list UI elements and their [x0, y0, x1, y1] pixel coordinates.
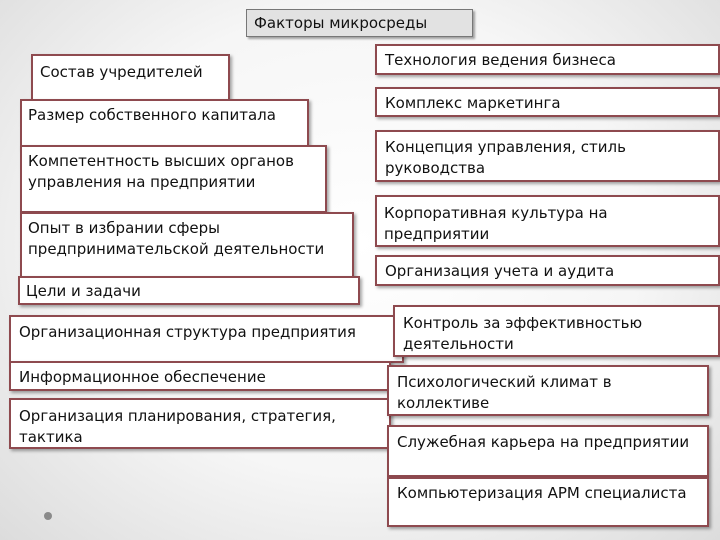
factor-planning-strategy: Организация планирования, стратегия, тактика — [9, 398, 391, 449]
slide-bullet-dot — [44, 512, 52, 520]
factor-corporate-culture: Корпоративная культура на предприятии — [375, 195, 720, 247]
factor-management-concept: Концепция управления, стиль руководства — [375, 130, 720, 182]
factor-accounting-audit: Организация учета и аудита — [375, 255, 720, 286]
factor-efficiency-control: Контроль за эффективностью деятельности — [393, 305, 720, 357]
factor-business-technology: Технология ведения бизнеса — [375, 44, 720, 75]
factor-information-support: Информационное обеспечение — [9, 361, 391, 391]
factor-management-competence: Компетентность высших органов управления на предприятии — [20, 145, 327, 213]
factor-psychological-climate: Психологический климат в коллективе — [387, 365, 709, 416]
factor-career: Служебная карьера на предприятии — [387, 425, 709, 477]
factor-marketing-mix: Комплекс маркетинга — [375, 87, 720, 117]
factor-founders: Состав учредителей — [31, 54, 230, 104]
factor-goals-and-tasks: Цели и задачи — [18, 276, 360, 305]
factor-org-structure: Организационная структура предприятия — [9, 315, 404, 363]
factor-business-sphere-experience: Опыт в избрании сферы предпринимательской деятельности — [20, 212, 354, 278]
factor-workstation-computerization: Компьютеризация АРМ специалиста — [387, 477, 709, 527]
factor-own-capital: Размер собственного капитала — [20, 99, 309, 149]
diagram-title: Факторы микросреды — [246, 9, 473, 37]
